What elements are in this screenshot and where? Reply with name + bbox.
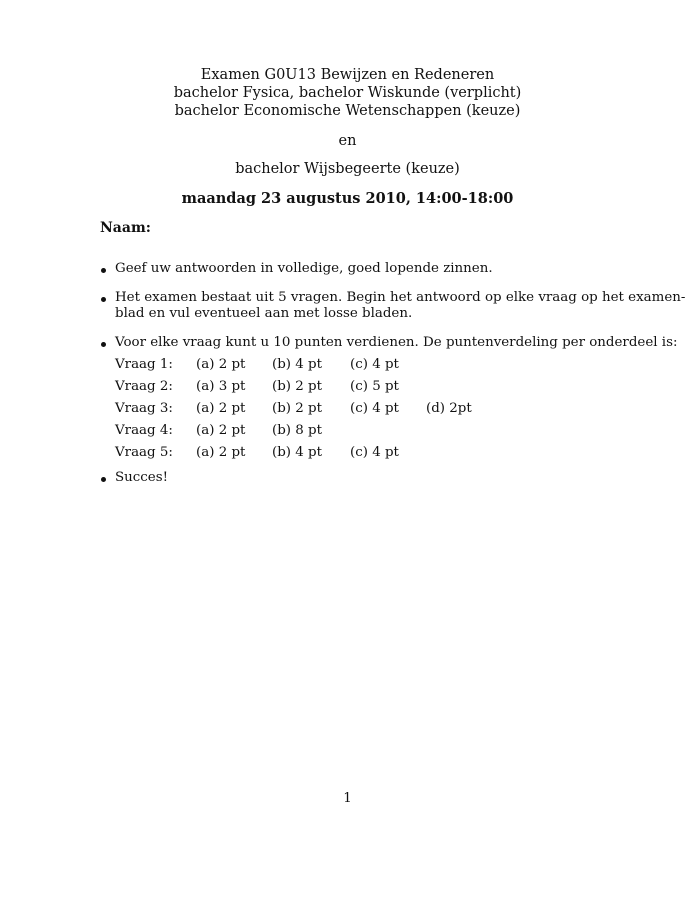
table-cell: Vraag 1: bbox=[115, 357, 173, 372]
table-cell: (d) 2pt bbox=[426, 401, 472, 416]
table-cell: (b) 8 pt bbox=[272, 423, 323, 438]
table-cell: (c) 4 pt bbox=[350, 357, 399, 372]
conjunction-en: en bbox=[338, 133, 357, 149]
table-cell: (a) 2 pt bbox=[196, 357, 246, 372]
table-cell: (a) 3 pt bbox=[196, 379, 246, 394]
bullet-1-text: Geef uw antwoorden in volledige, goed lopende zinnen. bbox=[115, 261, 493, 276]
page-number: 1 bbox=[343, 791, 352, 806]
bullet-3-text: Voor elke vraag kunt u 10 punten verdienen. De puntenverdeling per onderdeel is: bbox=[115, 335, 678, 350]
program-line-1: bachelor Fysica, bachelor Wiskunde (verplicht) bbox=[173, 85, 522, 101]
table-cell: (c) 4 pt bbox=[350, 401, 399, 416]
exam-title: Examen G0U13 Bewijzen en Redeneren bbox=[200, 67, 495, 83]
table-cell: (a) 2 pt bbox=[196, 445, 246, 460]
table-cell: (b) 2 pt bbox=[272, 379, 323, 394]
table-cell: Vraag 2: bbox=[115, 379, 173, 394]
table-cell: Vraag 4: bbox=[115, 423, 173, 438]
table-cell: (c) 4 pt bbox=[350, 445, 399, 460]
bullet-3-dot bbox=[100, 342, 108, 350]
bullet-1-dot bbox=[100, 268, 108, 276]
table-cell: Vraag 5: bbox=[115, 445, 173, 460]
exam-date: maandag 23 augustus 2010, 14:00-18:00 bbox=[181, 190, 514, 207]
table-cell: (b) 4 pt bbox=[272, 445, 323, 460]
name-label: Naam: bbox=[100, 220, 151, 236]
bullet-4-dot bbox=[100, 477, 108, 485]
table-cell: (b) 2 pt bbox=[272, 401, 323, 416]
bullet-2-text-line-2: blad en vul eventueel aan met losse bladen. bbox=[115, 306, 413, 321]
table-cell: (b) 4 pt bbox=[272, 357, 323, 372]
table-cell: Vraag 3: bbox=[115, 401, 173, 416]
table-cell: (a) 2 pt bbox=[196, 423, 246, 438]
program-line-3: bachelor Wijsbegeerte (keuze) bbox=[235, 161, 460, 177]
table-cell: (c) 5 pt bbox=[350, 379, 399, 394]
bullet-2-text-line-1: Het examen bestaat uit 5 vragen. Begin het antwoord op elke vraag op het examen- bbox=[115, 290, 686, 305]
table-cell: (a) 2 pt bbox=[196, 401, 246, 416]
bullet-2-dot bbox=[100, 297, 108, 305]
program-line-2: bachelor Economische Wetenschappen (keuze) bbox=[174, 103, 521, 119]
bullet-4-text: Succes! bbox=[115, 470, 168, 485]
